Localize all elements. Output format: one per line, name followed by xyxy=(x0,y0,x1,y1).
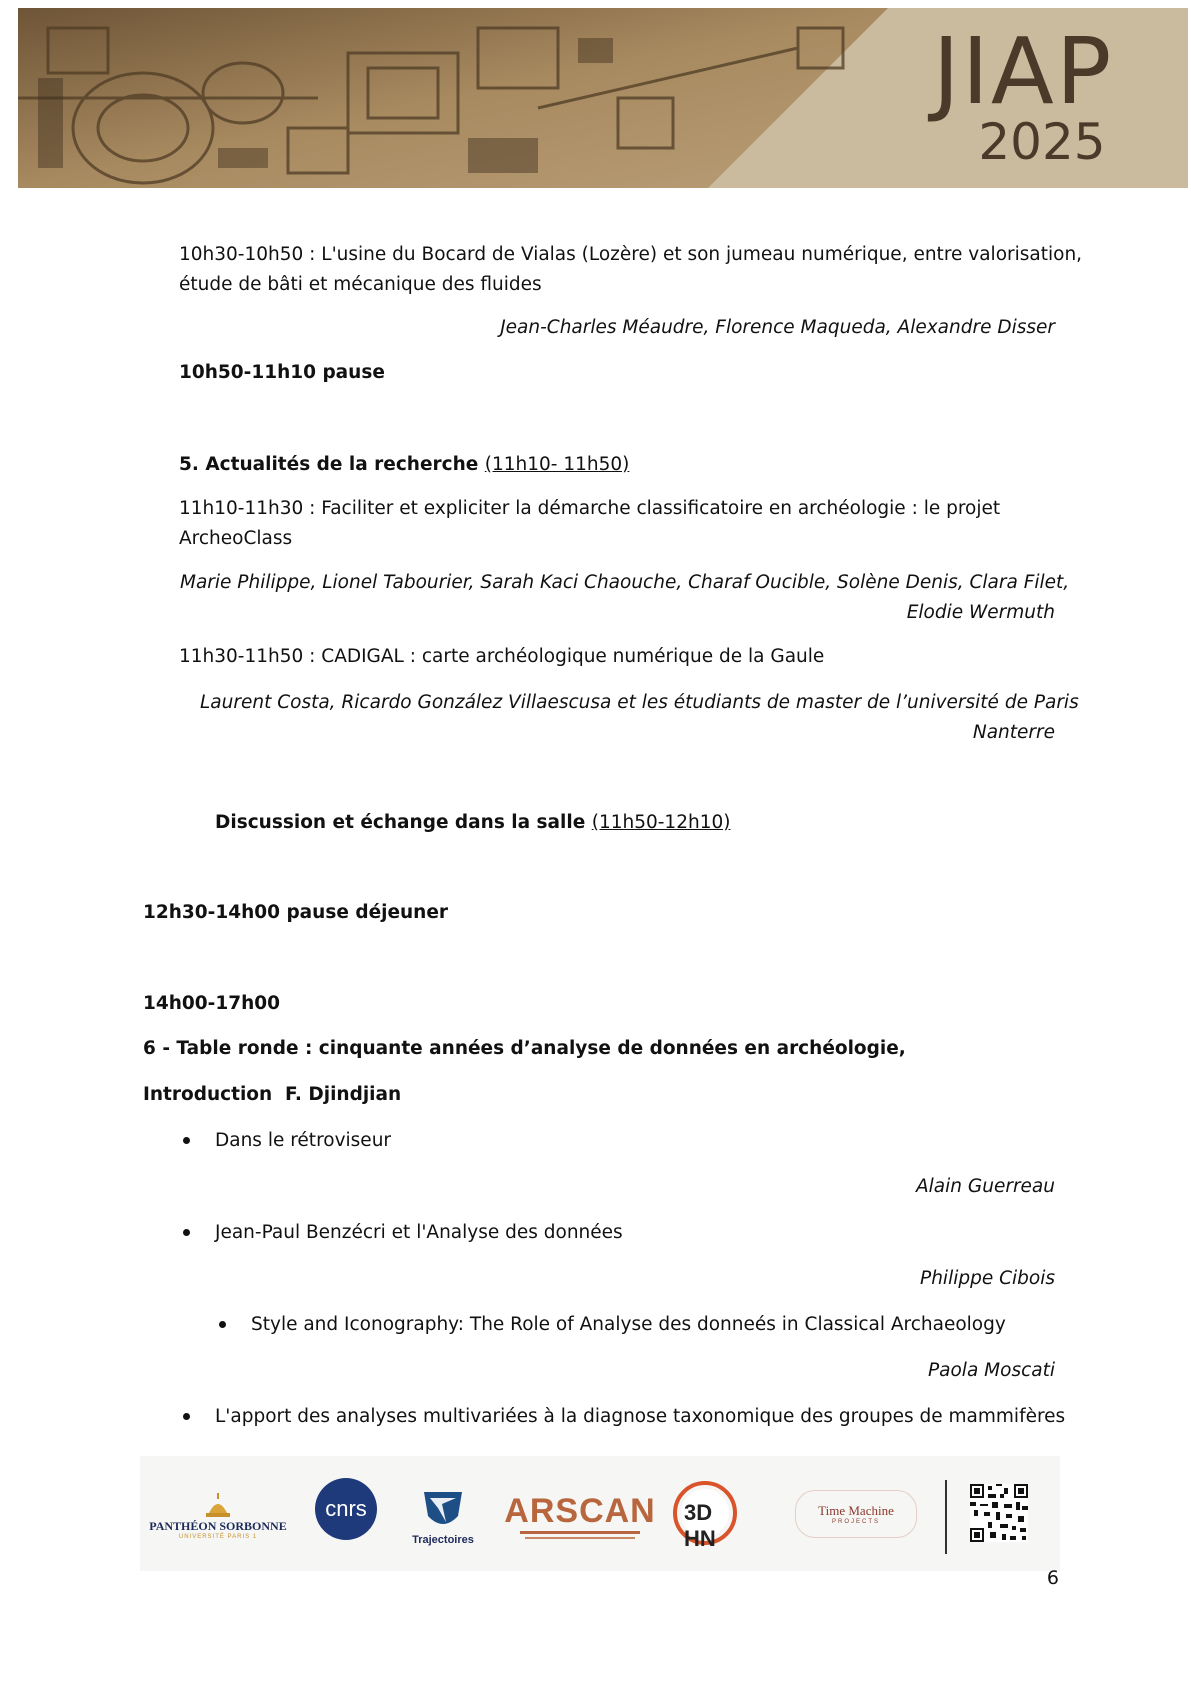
talk3-title: 11h30-11h50 : CADIGAL : carte archéologique numérique de la Gaule xyxy=(179,646,825,667)
3dhn-logo xyxy=(670,1478,740,1551)
arscan-text: ARSCAN xyxy=(504,1492,656,1530)
trajectoires-logo xyxy=(408,1478,478,1554)
pause-1: 10h50-11h10 pause xyxy=(179,362,385,383)
jiap-logo xyxy=(908,18,1138,171)
talk1-title-line1: 10h30-10h50 : L'usine du Bocard de Vialas (Lozère) et son jumeau numérique, entre valorisation, xyxy=(179,244,1083,265)
section5-heading xyxy=(179,450,629,480)
talk3-authors-line1: Laurent Costa, Ricardo González Villaescusa et les étudiants de master de l’université de Paris xyxy=(200,692,1079,713)
item4-title: L'apport des analyses multivariées à la diagnose taxonomique des groupes de mammifères xyxy=(215,1406,1066,1427)
3dhn-text: 3D HN xyxy=(684,1500,716,1551)
bullet-icon xyxy=(183,1229,190,1236)
discussion-time: (11h50-12h10) xyxy=(591,812,731,833)
dome-icon xyxy=(203,1493,233,1519)
footer-logo-strip xyxy=(140,1456,1060,1571)
pantheon-sorbonne-logo xyxy=(148,1486,288,1546)
item2-title: Jean-Paul Benzécri et l'Analyse des données xyxy=(215,1222,623,1243)
footer-divider xyxy=(945,1480,947,1554)
item3-author: Paola Moscati xyxy=(928,1360,1055,1381)
pantheon-name: PANTHÉON SORBONNE xyxy=(149,1518,287,1533)
talk2-title-line1: 11h10-11h30 : Faciliter et expliciter la démarche classificatoire en archéologie : le projet xyxy=(179,498,1001,519)
bullet-icon xyxy=(183,1137,190,1144)
time-machine-logo xyxy=(795,1490,917,1538)
bullet-icon xyxy=(183,1413,190,1420)
section6-title: 6 - Table ronde : cinquante années d’analyse de données en archéologie, xyxy=(143,1038,906,1059)
intro-speaker: F. Djindjian xyxy=(285,1084,402,1105)
arscan-subline xyxy=(525,1537,635,1539)
time-machine-sub: PROJECTS xyxy=(831,1519,880,1525)
talk2-title-line2: ArcheoClass xyxy=(179,528,293,549)
cnrs-text: cnrs xyxy=(325,1496,367,1521)
qr-code-icon xyxy=(970,1484,1028,1542)
discussion-label: Discussion et échange dans la salle xyxy=(215,812,586,833)
bullet-icon xyxy=(219,1321,226,1328)
item1-title: Dans le rétroviseur xyxy=(215,1130,392,1151)
logo-year: 2025 xyxy=(978,113,1106,171)
talk2-authors-line2: Elodie Wermuth xyxy=(906,602,1055,623)
trajectoires-text: Trajectoires xyxy=(412,1534,474,1546)
trajectoires-emblem-icon xyxy=(420,1486,466,1534)
arscan-underline xyxy=(520,1531,640,1534)
section5-title: 5. Actualités de la recherche xyxy=(179,454,479,475)
qr-code-image xyxy=(970,1484,1028,1542)
time-machine-text: Time Machine xyxy=(818,1503,894,1518)
talk1-authors: Jean-Charles Méaudre, Florence Maqueda, Alexandre Disser xyxy=(500,317,1055,338)
item3-title: Style and Iconography: The Role of Analyse des donneés in Classical Archaeology xyxy=(251,1314,1006,1335)
talk3-authors-line2: Nanterre xyxy=(972,722,1055,743)
talk1-title-line2: étude de bâti et mécanique des fluides xyxy=(179,274,542,295)
lunch-break: 12h30-14h00 pause déjeuner xyxy=(143,902,449,923)
intro-label: Introduction xyxy=(143,1084,273,1105)
pantheon-sub: UNIVERSITÉ PARIS 1 xyxy=(178,1533,258,1540)
section5-time: (11h10- 11h50) xyxy=(484,454,630,475)
afternoon-time: 14h00-17h00 xyxy=(143,993,280,1014)
item2-author: Philippe Cibois xyxy=(920,1268,1055,1289)
header-banner xyxy=(18,8,1188,188)
talk2-authors-line1: Marie Philippe, Lionel Tabourier, Sarah Kaci Chaouche, Charaf Oucible, Solène Denis, Clara Filet, xyxy=(180,572,1070,593)
page-number: 6 xyxy=(1046,1567,1059,1589)
item1-author: Alain Guerreau xyxy=(916,1176,1055,1197)
logo-title: JIAP xyxy=(932,18,1114,125)
discussion-line xyxy=(215,808,730,838)
arscan-logo xyxy=(504,1486,656,1544)
cnrs-logo xyxy=(315,1478,377,1540)
